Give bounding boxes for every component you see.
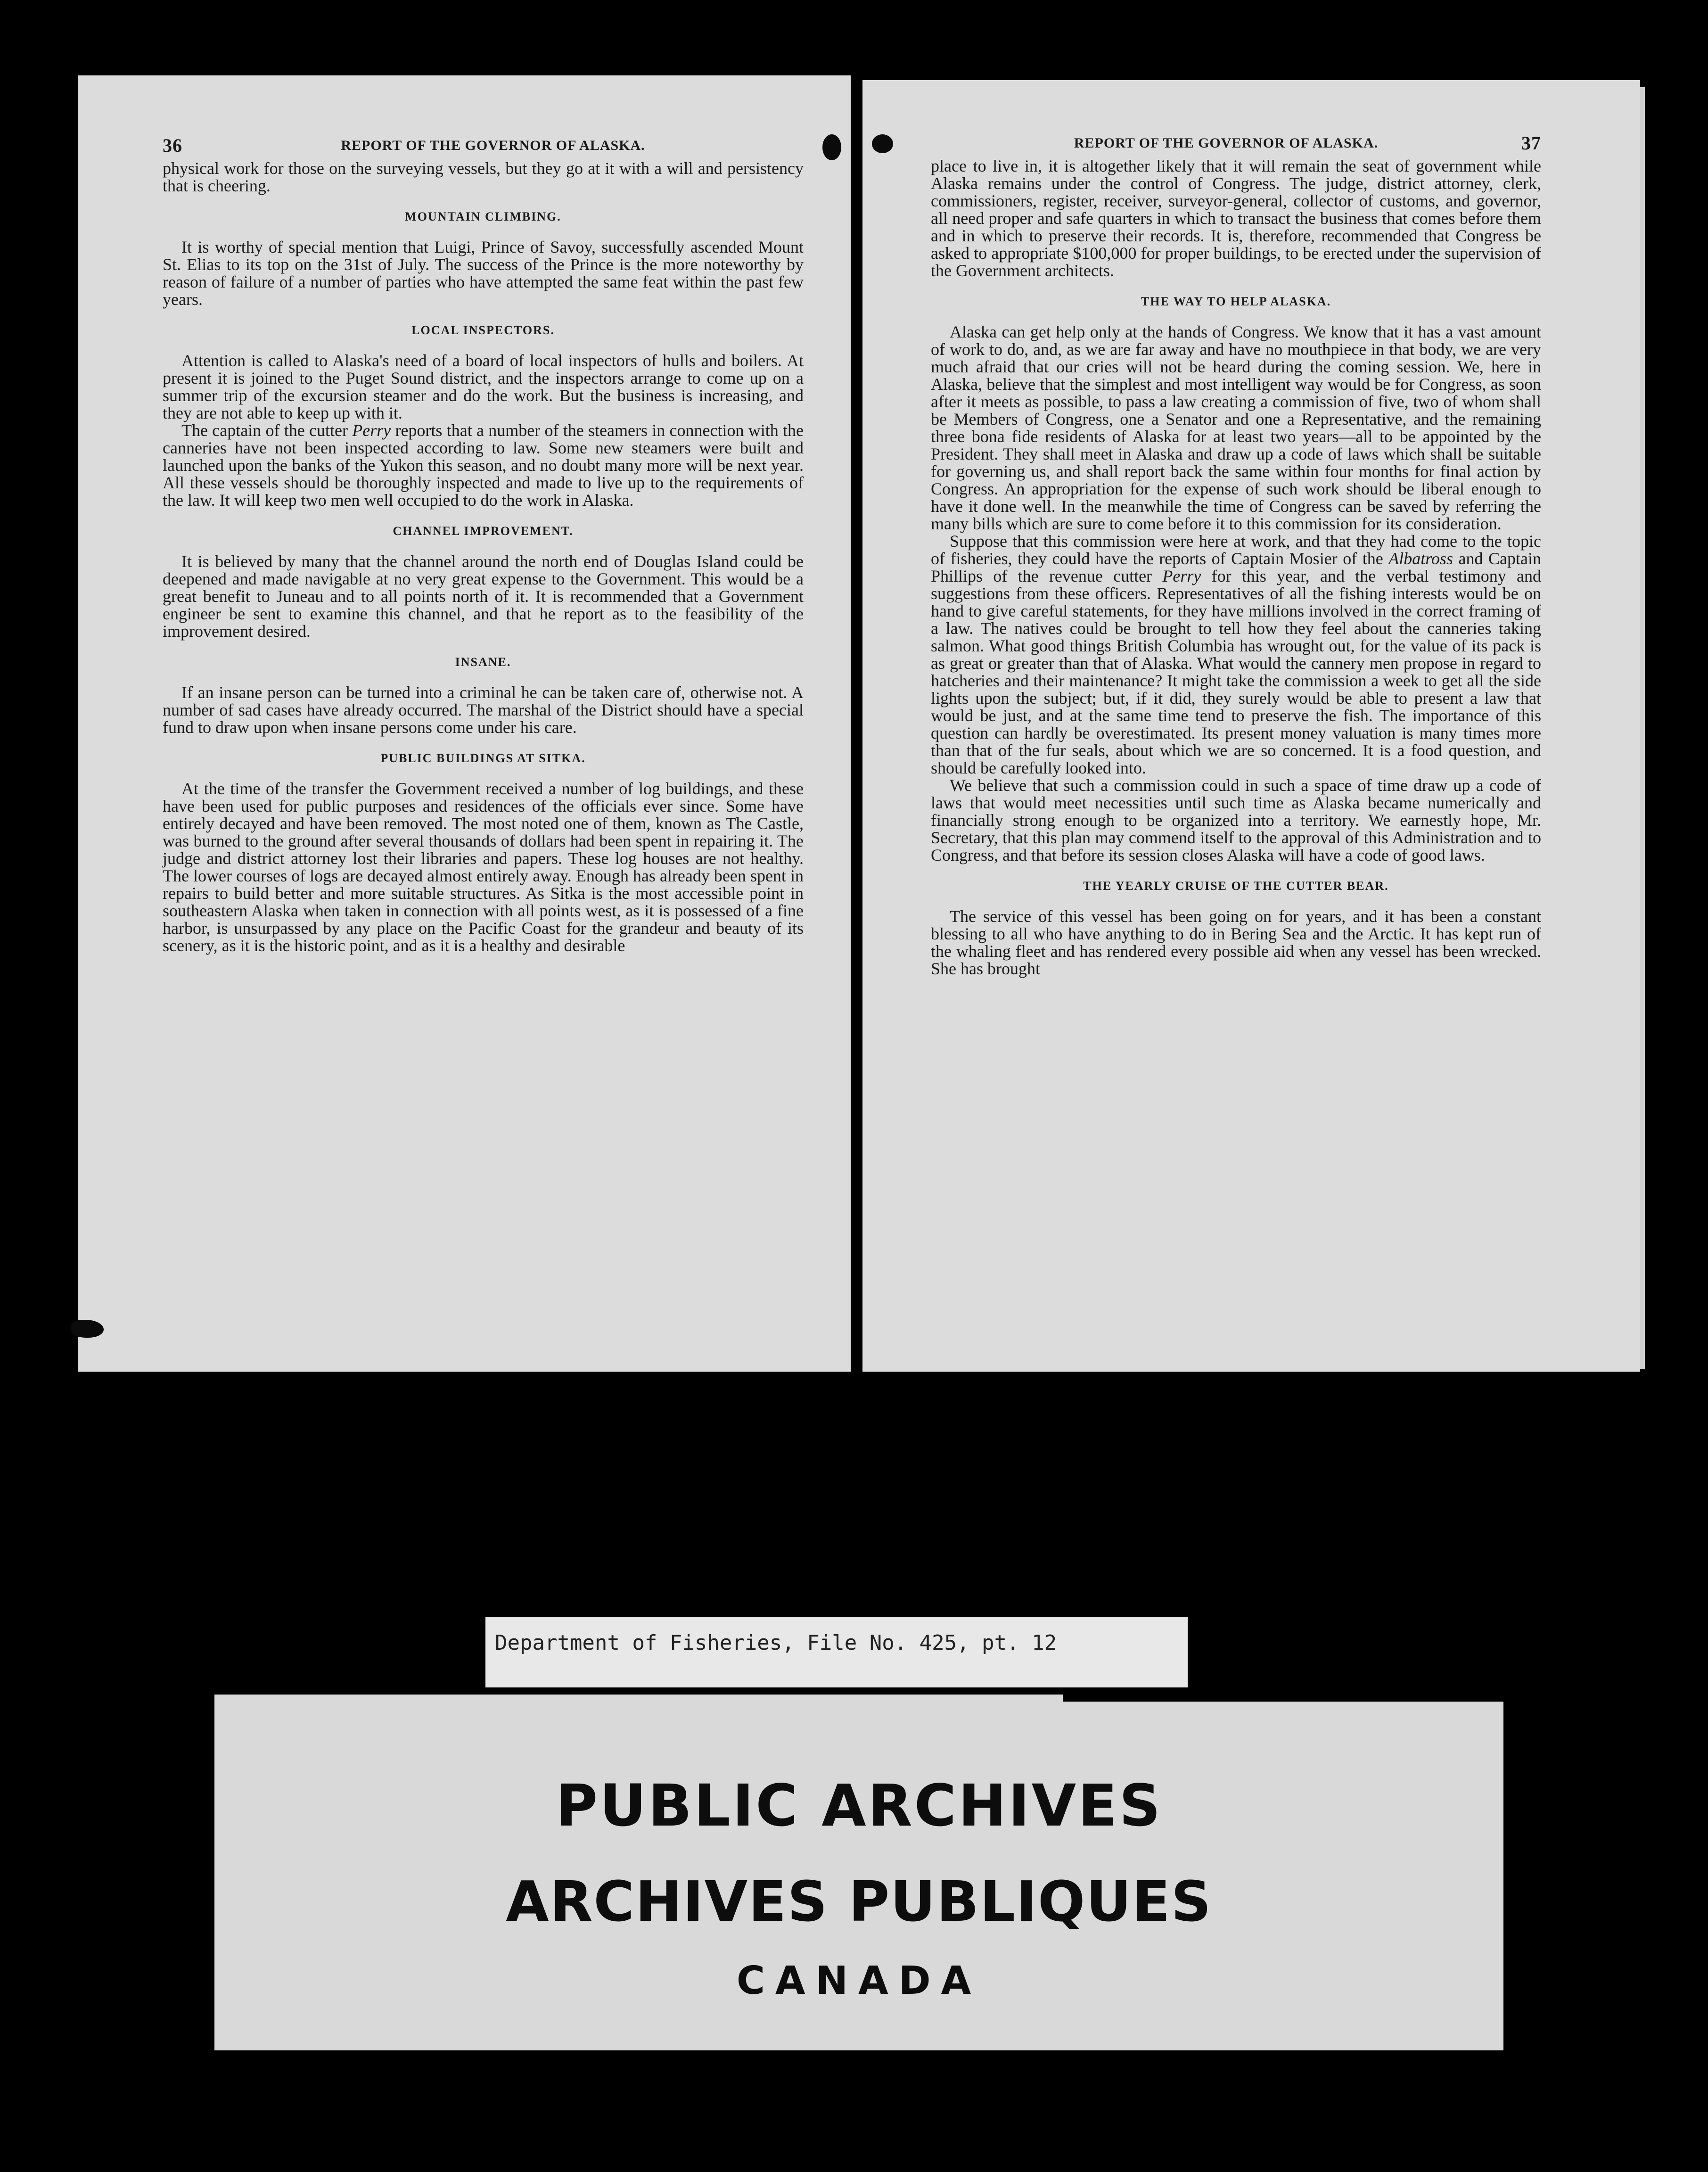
paragraph-mountain-climbing: It is worthy of special mention that Luigi, Prince of Savoy, successfully ascended Mount St. Elias to its top on the 31st of July. The success of the Prince is the more noteworthy by reason of failure of a number of parties who have attempted the same feat within the past few years.	[163, 238, 804, 309]
binding-hole-mark	[822, 134, 841, 160]
right-page-header	[931, 134, 1541, 152]
paragraph-local-inspectors-2: The captain of the cutter Perry reports that a number of the steamers in connection with the canneries have not been inspected according to law. Some new steamers were built and launched upon the banks of the Yukon this season, and no doubt many more will be next year. All these vessels should be thoroughly inspected and made to live up to the requirements of the law. It will keep two men well occupied to do the work in Alaska.	[163, 421, 804, 510]
paragraph-cutter-bear: The service of this vessel has been going on for years, and it has been a constant blessing to all who have anything to do in Bering Sea and the Arctic. It has kept run of the whaling fleet and has rendered every possible aid when any vessel has been wrecked. She has brought	[931, 907, 1541, 978]
page-corner-mark	[71, 1320, 104, 1338]
paragraph-insane: If an insane person can be turned into a criminal he can be taken care of, otherwise not. A number of sad cases have already occurred. The marshal of the District should have a special fund to draw upon when insane persons come under his care.	[163, 683, 804, 737]
paragraph-channel-improvement: It is believed by many that the channel around the north end of Douglas Island could be deepened and made navigable at no very great expense to the Government. This would be a great benefit to Juneau and to all points north of it. It is recommended that a Government engineer be sent to examine this channel, and that he report as to the feasibility of the improvement desired.	[163, 552, 804, 641]
heading-mountain-climbing: MOUNTAIN CLIMBING.	[405, 210, 561, 223]
envelope-flap	[214, 1695, 1063, 1723]
left-running-title: REPORT OF THE GOVERNOR OF ALASKA.	[341, 138, 645, 153]
right-page	[862, 80, 1640, 1372]
paragraph-public-buildings: At the time of the transfer the Government received a number of log buildings, and these have been used for public purposes and residences of the officials ever since. Some have entirely decayed and have been removed. The most noted one of them, known as The Castle, was burned to the ground after several thousands of dollars had been spent in repairing it. The judge and district attorney lost their libraries and papers. These log houses are not healthy. The lower courses of logs are decayed almost entirely away. Enough has already been spent in repairs to build better and more suitable structures. As Sitka is the most accessible point in southeastern Alaska when taken in connection with all points west, as it is possessed of a fine harbor, is unsurpassed by any place on the Pacific Coast for the grandeur and beauty of its scenery, as it is the historic point, and as it is a healthy and desirable	[163, 779, 804, 955]
paragraph-local-inspectors-1: Attention is called to Alaska's need of a board of local inspectors of hulls and boilers. At present it is joined to the Puget Sound district, and the inspectors arrange to come up on a summer trip of the excursion steamer and do the work. But the business is increasing, and they are not able to keep up with it.	[163, 351, 804, 422]
binding-hole-mark	[872, 134, 893, 153]
heading-insane: INSANE.	[455, 655, 511, 669]
heading-way-to-help-alaska: THE WAY TO HELP ALASKA.	[1141, 295, 1331, 308]
file-reference-text: Department of Fisheries, File No. 425, pt. 12	[495, 1631, 1057, 1655]
left-page	[78, 75, 851, 1372]
heading-public-buildings: PUBLIC BUILDINGS AT SITKA.	[380, 751, 586, 765]
archives-line-country: CANADA	[736, 1958, 982, 2003]
archives-line-english: PUBLIC ARCHIVES	[555, 1772, 1163, 1839]
heading-local-inspectors: LOCAL INSPECTORS.	[411, 323, 555, 337]
heading-channel-improvement: CHANNEL IMPROVEMENT.	[393, 524, 574, 538]
file-reference-label	[485, 1617, 1188, 1687]
left-page-header	[163, 137, 804, 154]
right-running-title: REPORT OF THE GOVERNOR OF ALASKA.	[1074, 135, 1379, 151]
right-intro-paragraph: place to live in, it is altogether likely that it will remain the seat of government while Alaska remains under the control of Congress. The judge, district attorney, clerk, commissioners, register, receiver, surveyor-general, collector of customs, and governor, all need proper and safe quarters in which to transact the business that comes before them and in which to preserve their records. It is, therefore, recommended that Congress be asked to appropriate $100,000 for proper buildings, to be erected under the supervision of the Government architects.	[931, 156, 1541, 280]
archives-line-french: ARCHIVES PUBLIQUES	[506, 1869, 1212, 1934]
paragraph-way-to-help-2: Suppose that this commission were here at work, and that they had come to the topic of fisheries, they could have the reports of Captain Mosier of the Albatross and Captain Phillips of the revenue cutter Perry for this year, and the verbal testimony and suggestions from these officers. Representatives of all the fishing interests would be on hand to give careful statements, for they have millions involved in the correct framing of a law. The natives could be brought to tell how they feel about the canneries taking salmon. What good things British Columbia has wrought out, for the value of its pack is as great or greater than that of Alaska. What would the cannery men propose in regard to hatcheries and their maintenance? It might take the commission a week to get all the side lights upon the subject; but, if it did, they surely would be able to present a law that would be just, and at the same time tend to preserve the fish. The importance of this question can hardly be overestimated. Its present money valuation is many times more than that of the fur seals, about which we are so concerned. It is a food question, and should be carefully looked into.	[931, 532, 1542, 777]
right-page-number: 37	[1521, 132, 1541, 154]
public-archives-stamp	[214, 1702, 1503, 2050]
left-intro-paragraph: physical work for those on the surveying vessels, but they go at it with a will and persistency that is cheering.	[163, 159, 804, 195]
paragraph-way-to-help-3: We believe that such a commission could in such a space of time draw up a code of laws that would meet necessities until such time as Alaska became numerically and financially strong enough to be organized into a territory. We earnestly hope, Mr. Secretary, that this plan may commend itself to the approval of this Administration and to Congress, and that before its session closes Alaska will have a code of good laws.	[931, 776, 1541, 864]
left-page-number: 36	[163, 135, 182, 156]
heading-cutter-bear: THE YEARLY CRUISE OF THE CUTTER BEAR.	[1083, 879, 1389, 893]
paragraph-way-to-help-1: Alaska can get help only at the hands of Congress. We know that it has a vast amount of work to do, and, as we are far away and have no mouthpiece in that body, we are very much afraid that our cries will not be heard during the coming session. We, here in Alaska, believe that the simplest and most intelligent way would be for Congress, as soon after it meets as possible, to pass a law creating a commission of five, two of whom shall be Members of Congress, one a Senator and one a Representative, and the remaining three bona fide residents of Alaska for at least two years—all to be appointed by the President. They shall meet in Alaska and draw up a code of laws which shall be suitable for governing us, and shall report back the same within four months for final action by Congress. An appropriation for the expense of such work should be liberal enough to have it done well. In the meanwhile the time of Congress can be saved by referring the many bills which are sure to come before it to this commission for its consideration.	[931, 322, 1541, 533]
